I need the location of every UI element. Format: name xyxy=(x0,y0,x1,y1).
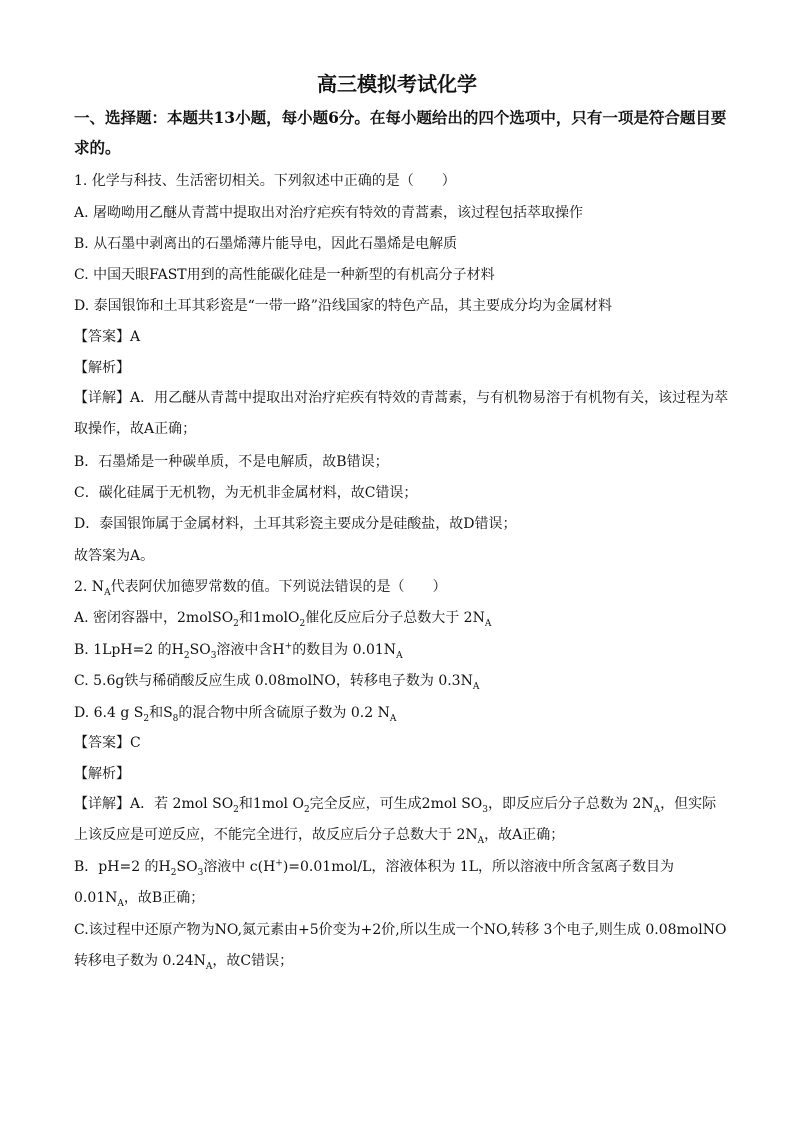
q1-stem: 1. 化学与科技、生活密切相关。下列叙述中正确的是（ ） xyxy=(74,173,456,189)
q1-detail-c: C．碳化硅属于无机物，为无机非金属材料，故C错误； xyxy=(74,485,418,501)
q2-answer: 【答案】C xyxy=(74,735,141,751)
q2-detail-a: 【详解】A．若 2mol $SO_2$和1mol $O_2$完全反应，可生成2mol $SO_3$，即反应后分子总数为 $2N_A$，但实际上该反应是可逆反应，不能完全进行，故反应后分子总数大于 $2N_A$，故A正确； xyxy=(74,796,717,846)
q1-detail-b: B．石墨烯是一种碳单质，不是电解质，故B错误； xyxy=(74,454,389,470)
q1-option-b: B. 从石墨中剥离出的石墨烯薄片能导电，因此石墨烯是电解质 xyxy=(74,236,458,252)
q2-option-b: B. 1LpH=2 的$H_2SO_3$溶液中含H+的数目为 $0.01N_A$ xyxy=(74,641,403,661)
q2-option-c: C. 5.6g铁与稀硝酸反应生成 0.08molNO，转移电子数为 $0.3N_A$ xyxy=(74,673,480,692)
q1-analysis-label: 【解析】 xyxy=(74,360,130,376)
q2-option-d: D. 6.4 g $S_2$和$S_8$的混合物中所含硫原子数为 0.2 $N_A$ xyxy=(74,705,397,724)
section-heading: 一、选择题：本题共13小题，每小题6分。在每小题给出的四个选项中，只有一项是符合题目要求的。 xyxy=(74,108,727,157)
q2-stem: 2. $N_A$代表阿伏加德罗常数的值。下列说法错误的是（ ） xyxy=(74,579,447,598)
q1-detail-d: D．泰国银饰属于金属材料，土耳其彩瓷主要成分是硅酸盐，故D错误； xyxy=(74,516,517,532)
q1-option-c: C. 中国天眼FAST用到的高性能碳化硅是一种新型的有机高分子材料 xyxy=(74,267,495,283)
q2-detail-c: C.该过程中还原产物为NO,氮元素由+5价变为+2价,所以生成一个NO,转移 3个电子,则生成 0.08molNO转移电子数为 $0.24N_A$，故C错误； xyxy=(74,922,727,972)
q1-answer: 【答案】A xyxy=(74,329,141,345)
page-title: 高三模拟考试化学 xyxy=(317,72,477,96)
q1-option-d: D. 泰国银饰和土耳其彩瓷是“一带一路”沿线国家的特色产品，其主要成分均为金属材料 xyxy=(74,298,612,314)
q1-conclusion: 故答案为A。 xyxy=(74,548,155,564)
q1-detail-a: 【详解】A．用乙醚从青蒿中提取出对治疗疟疾有特效的青蒿素，与有机物易溶于有机物有关，该过程为萃取操作，故A正确； xyxy=(74,390,729,437)
q1-option-a: A. 屠呦呦用乙醚从青蒿中提取出对治疗疟疾有特效的青蒿素，该过程包括萃取操作 xyxy=(74,205,584,221)
q2-option-a: A. 密闭容器中，2molSO$_2$和1molO$_2$催化反应后分子总数大于 $2N_A$ xyxy=(74,610,492,629)
q2-analysis-label: 【解析】 xyxy=(74,766,130,782)
q2-detail-b: B．pH=2 的$H_2SO_3$溶液中 c(H+)=0.01mol/L，溶液体积为 1L，所以溶液中所含氢离子数目为 $0.01N_A$，故B正确； xyxy=(74,858,675,909)
